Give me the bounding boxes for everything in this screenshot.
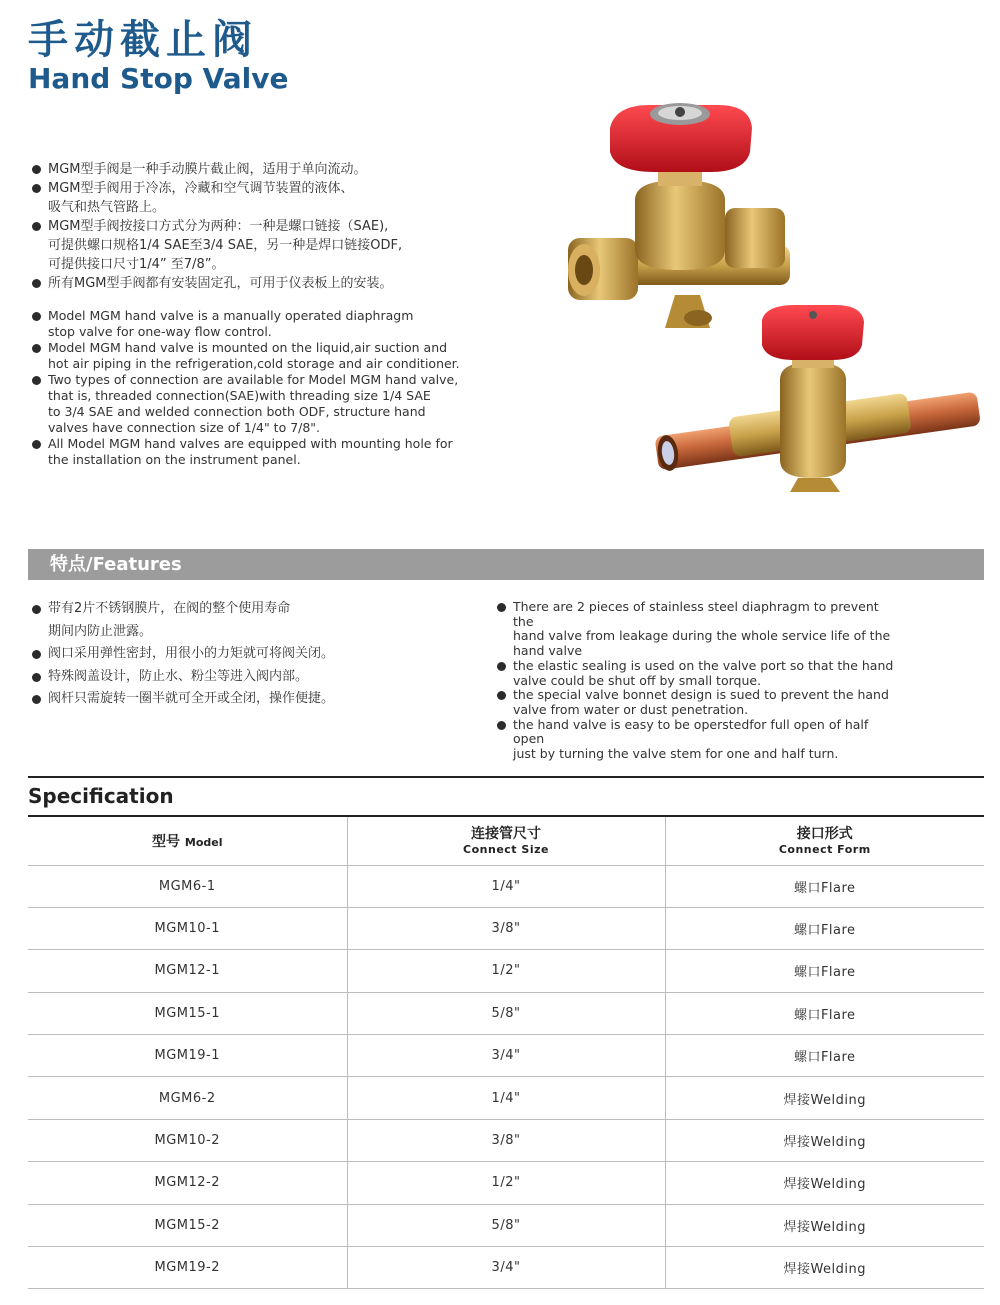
col-header-model <box>28 816 347 865</box>
cell-size: 3/4" <box>347 1247 665 1289</box>
col-header-sub: Connect Form <box>778 842 871 856</box>
table-row <box>28 1077 984 1119</box>
cell-size: 5/8" <box>347 992 665 1034</box>
cell-size: 3/8" <box>347 907 665 949</box>
features-title: 特点/Features <box>50 554 182 575</box>
cell-form: 焊接Welding <box>665 1204 984 1246</box>
list-item: There are 2 pieces of stainless steel diaphragm to prevent the hand valve from leakage during the whole service life of the hand valve <box>495 600 895 659</box>
spec-divider <box>28 776 984 778</box>
col-header-sub: Connect Size <box>463 842 549 856</box>
cell-form: 螺口Flare <box>665 907 984 949</box>
page-title-en: Hand Stop Valve <box>28 62 289 95</box>
list-item: the elastic sealing is used on the valve port so that the hand valve could be shut off by small torque. <box>495 659 895 688</box>
cell-form: 螺口Flare <box>665 992 984 1034</box>
list-item: 所有MGM型手阀都有安装固定孔，可用于仪表板上的安装。 <box>30 274 480 293</box>
col-header-sub: Model <box>184 835 223 849</box>
list-item: 带有2片不锈钢膜片，在阀的整个使用寿命 期间内防止泄露。 <box>30 598 470 643</box>
cell-size: 1/2" <box>347 950 665 992</box>
list-item: 阀口采用弹性密封，用很小的力矩就可将阀关闭。 <box>30 643 470 666</box>
cell-form: 螺口Flare <box>665 950 984 992</box>
product-photo <box>540 100 990 500</box>
list-item: 阀杆只需旋转一圈半就可全开或全闭，操作便捷。 <box>30 688 470 711</box>
cell-model: MGM19-2 <box>28 1247 347 1289</box>
cell-form: 螺口Flare <box>665 865 984 907</box>
cell-model: MGM12-1 <box>28 950 347 992</box>
list-item: the special valve bonnet design is sued to prevent the hand valve from water or dust penetration. <box>495 688 895 717</box>
table-row <box>28 907 984 949</box>
intro-list-cn <box>30 160 480 293</box>
list-item: MGM型手阀是一种手动膜片截止阀，适用于单向流动。 <box>30 160 480 179</box>
cell-model: MGM12-2 <box>28 1162 347 1204</box>
list-item: MGM型手阀用于冷冻，冷藏和空气调节装置的液体、 吸气和热气管路上。 <box>30 179 480 217</box>
col-header-label: 型号 <box>152 833 180 850</box>
features-list-en <box>495 600 895 762</box>
table-row <box>28 1162 984 1204</box>
col-header-label: 接口形式 <box>796 825 853 842</box>
cell-size: 1/2" <box>347 1162 665 1204</box>
cell-form: 焊接Welding <box>665 1119 984 1161</box>
cell-size: 1/4" <box>347 865 665 907</box>
cell-size: 5/8" <box>347 1204 665 1246</box>
spec-title: Specification <box>28 784 174 808</box>
welding-valve-image <box>654 305 981 492</box>
list-item: MGM型手阀按接口方式分为两种：一种是螺口链接（SAE), 可提供螺口规格1/4 SAE至3/4 SAE，另一种是焊口链接ODF, 可提供接口尺寸1/4” 至7/8”。 <box>30 217 480 274</box>
table-row <box>28 992 984 1034</box>
cell-model: MGM10-2 <box>28 1119 347 1161</box>
list-item: the hand valve is easy to be operstedfor full open of half open just by turning the valve stem for one and half turn. <box>495 718 895 762</box>
cell-size: 1/4" <box>347 1077 665 1119</box>
page-title-cn: 手动截止阀 <box>28 17 258 63</box>
cell-form: 螺口Flare <box>665 1035 984 1077</box>
cell-model: MGM19-1 <box>28 1035 347 1077</box>
table-row <box>28 1119 984 1161</box>
cell-model: MGM6-1 <box>28 865 347 907</box>
flare-valve-image <box>568 103 790 328</box>
list-item: Model MGM hand valve is mounted on the liquid,air suction and hot air piping in the refrigeration,cold storage and air conditioner. <box>30 340 480 372</box>
cell-model: MGM10-1 <box>28 907 347 949</box>
col-header-connect-form <box>665 816 984 865</box>
list-item: All Model MGM hand valves are equipped with mounting hole for the installation on the instrument panel. <box>30 436 480 468</box>
table-row <box>28 1035 984 1077</box>
cell-form: 焊接Welding <box>665 1247 984 1289</box>
list-item: Two types of connection are available for Model MGM hand valve, that is, threaded connection(SAE)with threading size 1/4 SAE to 3/4 SAE and welded connection both ODF, structure hand valves have connection size of 1/4" to 7/8". <box>30 372 480 436</box>
table-row <box>28 950 984 992</box>
table-row <box>28 1204 984 1246</box>
spec-table <box>28 815 984 1289</box>
table-row <box>28 865 984 907</box>
features-list-cn <box>30 598 470 711</box>
col-header-label: 连接管尺寸 <box>471 825 541 842</box>
cell-form: 焊接Welding <box>665 1077 984 1119</box>
cell-size: 3/4" <box>347 1035 665 1077</box>
cell-model: MGM15-1 <box>28 992 347 1034</box>
list-item: 特殊阀盖设计，防止水、粉尘等进入阀内部。 <box>30 666 470 689</box>
list-item: Model MGM hand valve is a manually operated diaphragm stop valve for one-way flow control. <box>30 308 480 340</box>
cell-model: MGM15-2 <box>28 1204 347 1246</box>
cell-model: MGM6-2 <box>28 1077 347 1119</box>
cell-size: 3/8" <box>347 1119 665 1161</box>
col-header-connect-size <box>347 816 665 865</box>
table-header-row <box>28 816 984 865</box>
features-header-bar <box>28 549 984 580</box>
intro-list-en <box>30 308 480 468</box>
table-row <box>28 1247 984 1289</box>
cell-form: 焊接Welding <box>665 1162 984 1204</box>
